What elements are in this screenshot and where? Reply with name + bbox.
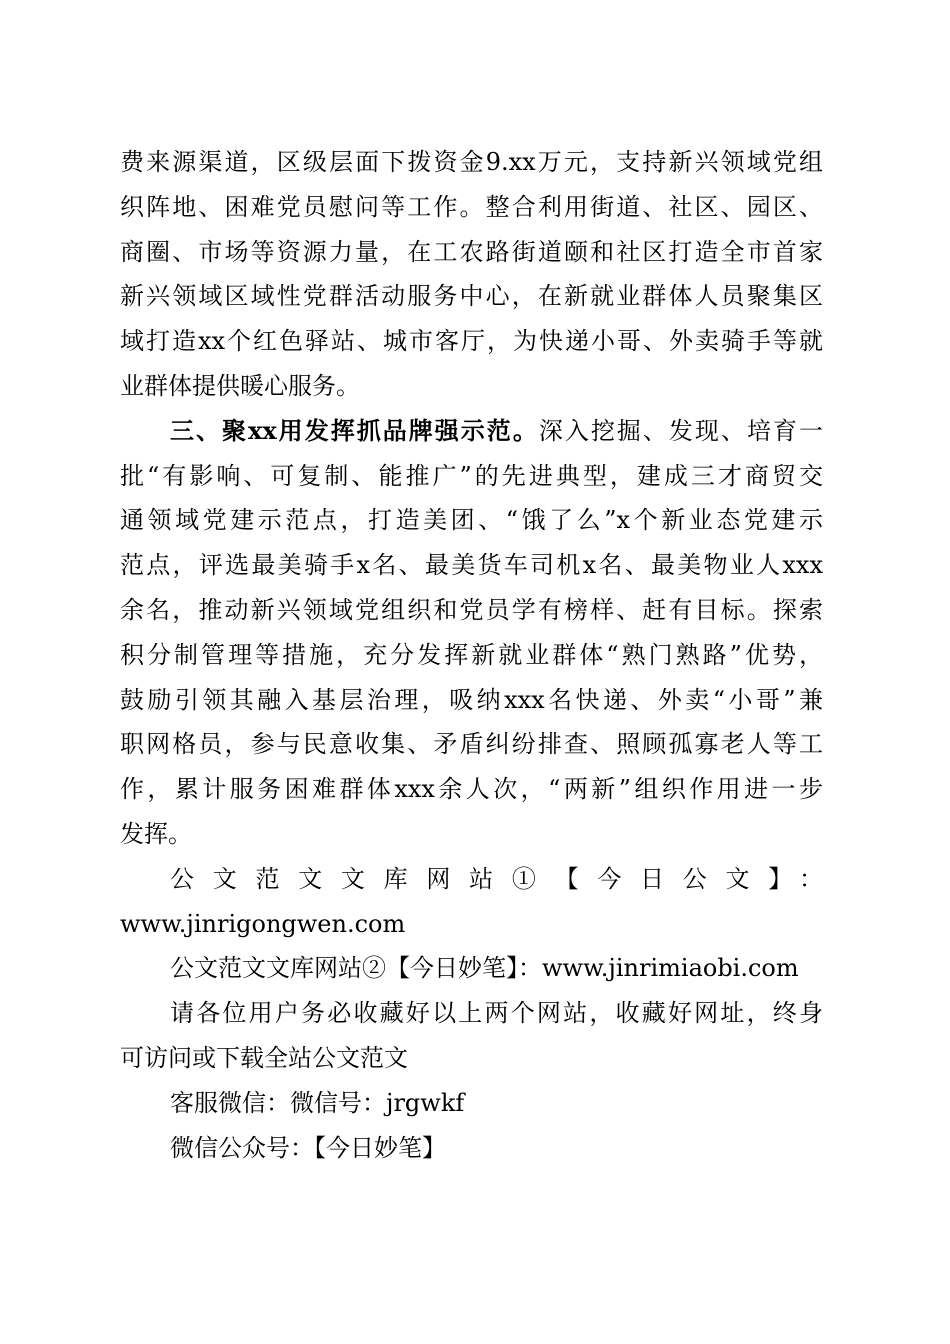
- notice-line: 可访问或下载全站公文范文: [120, 1043, 408, 1072]
- text-line: 业群体提供暖心服务。: [120, 371, 360, 400]
- paragraph-funding: [120, 140, 823, 409]
- site2-line: 公文范文文库网站②【今日妙笔】：www.jinrimiaobi.com: [170, 954, 799, 983]
- text-line: 范点，评选最美骑手x名、最美货车司机x名、最美物业人xxx: [120, 551, 823, 580]
- text-line: 积分制管理等措施，充分发挥新就业群体“熟门熟路”优势，: [120, 640, 823, 669]
- notice-line: 请各位用户务必收藏好以上两个网站，收藏好网址，终身: [170, 999, 823, 1028]
- text-line: 鼓励引领其融入基层治理，吸纳xxx名快递、外卖“小哥”兼: [120, 685, 823, 714]
- text-line: 作，累计服务困难群体xxx余人次，“两新”组织作用进一步: [120, 775, 823, 804]
- text-line: 织阵地、困难党员慰问等工作。整合利用街道、社区、园区、: [120, 192, 823, 221]
- text-line: 商圈、市场等资源力量，在工农路街道颐和社区打造全市首家: [120, 237, 823, 266]
- text-line: 余名，推动新兴领域党组织和党员学有榜样、赶有目标。探索: [120, 595, 823, 624]
- text-line: 域打造xx个红色驿站、城市客厅，为快递小哥、外卖骑手等就: [120, 327, 823, 356]
- official-account-line: 微信公众号：【今日妙笔】: [170, 1133, 446, 1162]
- site1-label: 公文范文文库网站①【今日公文】：: [170, 864, 823, 893]
- site1-url: www.jinrigongwen.com: [120, 909, 406, 938]
- text-line: 通领域党建示范点，打造美团、“饿了么”x个新业态党建示: [120, 506, 823, 535]
- section-heading: 三、聚xx用发挥抓品牌强示范。: [170, 415, 539, 445]
- text-line: 批“有影响、可复制、能推广”的先进典型，建成三才商贸交: [120, 461, 823, 490]
- text-line: 发挥。: [120, 819, 192, 848]
- paragraph-brand: [120, 409, 823, 857]
- text-line: 新兴领域区域性党群活动服务中心，在新就业群体人员聚集区: [120, 282, 823, 311]
- text-run: 深入挖掘、发现、培育一: [538, 416, 823, 445]
- text-line: 费来源渠道，区级层面下拨资金9.xx万元，支持新兴领域党组: [120, 148, 823, 176]
- text-line: 职网格员，参与民意收集、矛盾纠纷排查、照顾孤寡老人等工: [120, 730, 823, 759]
- wechat-line: 客服微信：微信号：jrgwkf: [170, 1088, 465, 1117]
- paragraph-first-line: [120, 409, 823, 454]
- footer-notice: [120, 857, 823, 1171]
